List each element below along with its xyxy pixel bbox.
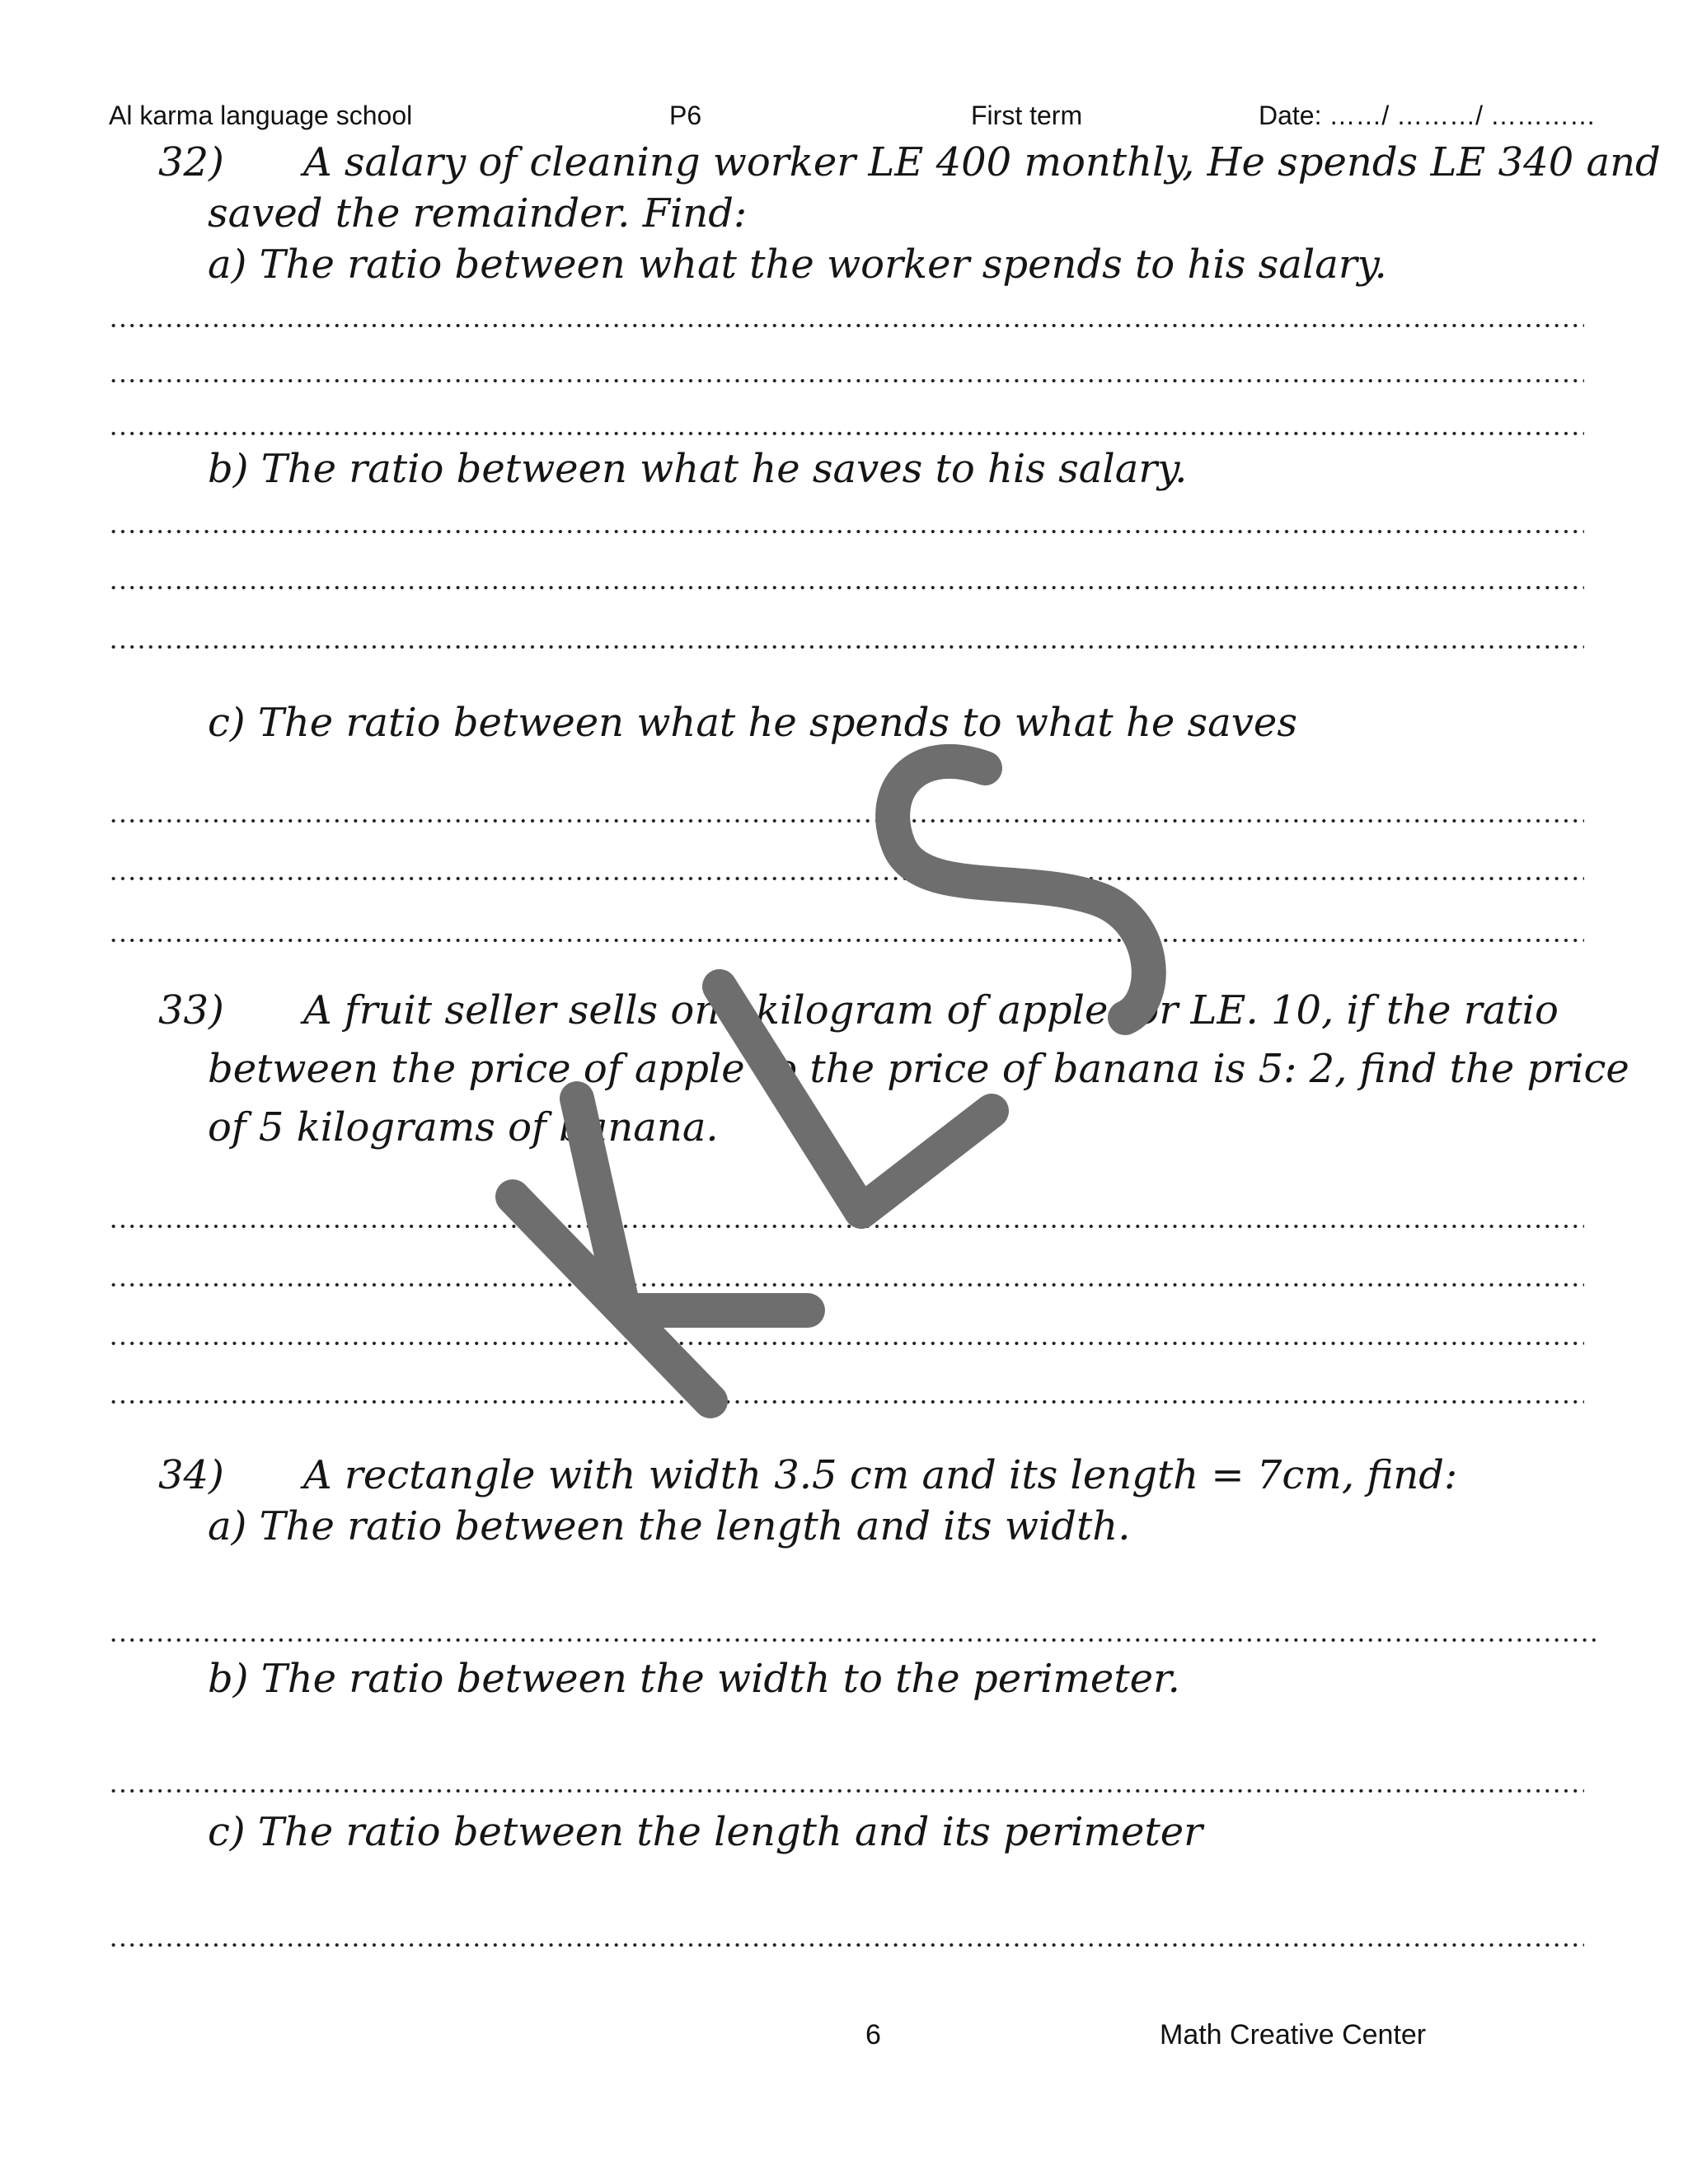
answer-line: [109, 585, 1584, 590]
answer-line: [109, 1399, 1584, 1404]
answer-line: [109, 818, 1584, 823]
date-field: Date: ……/ ………/ …………: [1259, 101, 1596, 130]
question-33-number: 33): [158, 987, 224, 1033]
question-32-part-b: b) The ratio between what he saves to his salary.: [208, 446, 1188, 492]
answer-line: [109, 378, 1584, 383]
answer-line: [109, 1341, 1584, 1346]
answer-line: [109, 938, 1584, 943]
question-32-text-line2: saved the remainder. Find:: [208, 190, 748, 237]
question-34-number: 34): [158, 1452, 224, 1498]
question-34-part-b: b) The ratio between the width to the perimeter.: [208, 1656, 1180, 1702]
school-name: Al karma language school: [109, 101, 413, 130]
answer-line: [109, 431, 1584, 436]
center-name: Math Creative Center: [1160, 2019, 1427, 2050]
question-34-part-a: a) The ratio between the length and its width.: [208, 1503, 1131, 1549]
answer-line: [109, 1282, 1584, 1287]
question-32-part-c: c) The ratio between what he spends to what he saves: [208, 700, 1297, 746]
term-label: First term: [971, 101, 1083, 130]
question-33-text-line2: between the price of apple to the price of banana is 5: 2, find the price: [208, 1046, 1629, 1092]
page-number: 6: [865, 2019, 881, 2050]
answer-line: [109, 876, 1584, 881]
answer-line: [109, 529, 1584, 534]
question-34-text-line1: A rectangle with width 3.5 cm and its length = 7cm, find:: [303, 1452, 1458, 1498]
answer-line: [109, 1224, 1584, 1229]
question-32-part-a: a) The ratio between what the worker spends to his salary.: [208, 241, 1387, 288]
question-34-part-c: c) The ratio between the length and its perimeter: [208, 1809, 1203, 1855]
answer-line: [109, 644, 1584, 649]
answer-line: [109, 1788, 1584, 1793]
question-33-text-line3: of 5 kilograms of banana.: [208, 1104, 719, 1151]
answer-line: [109, 1943, 1584, 1947]
answer-line: [109, 323, 1584, 328]
watermark-s: [893, 762, 1149, 1018]
question-32-number: 32): [158, 139, 224, 185]
question-33-text-line1: A fruit seller sells one kilogram of apple for LE. 10, if the ratio: [303, 987, 1559, 1033]
answer-line: [109, 1638, 1599, 1643]
grade-label: P6: [669, 101, 702, 130]
question-32-text-line1: A salary of cleaning worker LE 400 monthly, He spends LE 340 and: [303, 139, 1661, 185]
